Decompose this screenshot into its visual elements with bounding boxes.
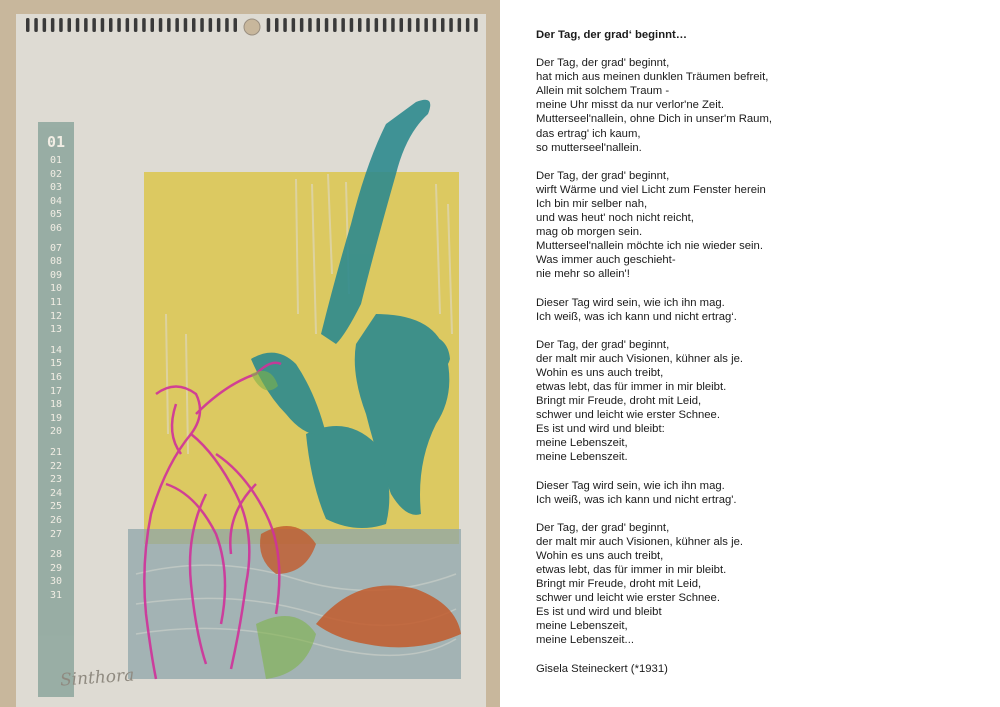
- poem-line: meine Uhr misst da nur verlor'ne Zeit.: [536, 99, 724, 112]
- day-number: 01: [49, 155, 63, 166]
- poem-line: Ich bin mir selber nah,: [536, 197, 648, 210]
- day-number: 05: [49, 209, 63, 221]
- poem-line: Mutterseel'nallein möchte ich nie wieder sein.: [536, 240, 763, 253]
- poem-stanza: [536, 521, 976, 648]
- day-number: 28: [49, 549, 63, 561]
- poem-line: Der Tag, der grad' beginnt,: [536, 169, 670, 182]
- day-number: 26: [49, 515, 63, 526]
- poem-title: Der Tag, der grad‘ beginnt…: [536, 29, 688, 41]
- poem-line: das ertrag' ich kaum,: [536, 127, 641, 140]
- day-number: 19: [49, 412, 63, 424]
- day-number-strip: [38, 122, 74, 697]
- poem-line: nie mehr so allein'!: [536, 268, 630, 281]
- day-number: 11: [49, 297, 63, 308]
- poem-line: Allein mit solchem Traum -: [536, 85, 670, 98]
- poem-line: wirft Wärme und viel Licht zum Fenster herein: [536, 183, 766, 196]
- poem-author: Gisela Steineckert (*1931): [536, 662, 668, 675]
- day-number: 03: [49, 182, 63, 194]
- poem-line: Wohin es uns auch treibt,: [536, 549, 664, 562]
- poem-line: Dieser Tag wird sein, wie ich ihn mag.: [536, 479, 725, 492]
- poem-stanza: [536, 56, 976, 155]
- day-number: 16: [49, 372, 63, 383]
- day-number: 12: [49, 310, 63, 322]
- day-number: 22: [49, 460, 63, 472]
- poem-line: meine Lebenszeit,: [536, 620, 628, 633]
- day-number: 15: [49, 358, 63, 370]
- poem-line: und was heut' noch nicht reicht,: [536, 212, 694, 225]
- poem-line: schwer und leicht wie erster Schnee.: [536, 409, 720, 422]
- calendar-sheet: [16, 14, 486, 707]
- poem-stanzas: [536, 56, 976, 647]
- poem-line: schwer und leicht wie erster Schnee.: [536, 592, 720, 605]
- poem-line: meine Lebenszeit.: [536, 451, 628, 464]
- poem-line: Bringt mir Freude, droht mit Leid,: [536, 578, 702, 591]
- day-number: 25: [49, 501, 63, 513]
- poem-stanza: [536, 296, 976, 324]
- poem-line: Was immer auch geschieht-: [536, 254, 676, 267]
- poem-stanza: [536, 169, 976, 282]
- day-number: 10: [49, 283, 63, 295]
- poem-stanza: [536, 479, 976, 507]
- poem-stanza: [536, 338, 976, 465]
- poem-line: Dieser Tag wird sein, wie ich ihn mag.: [536, 296, 725, 309]
- day-number: 07: [49, 242, 63, 254]
- poem-line: Der Tag, der grad' beginnt,: [536, 338, 670, 351]
- poem-line: etwas lebt, das für immer in mir bleibt.: [536, 564, 727, 576]
- day-number: 14: [49, 344, 63, 356]
- poem-line: etwas lebt, das für immer in mir bleibt.: [536, 380, 727, 393]
- poem-line: meine Lebenszeit...: [536, 634, 634, 647]
- day-number: 17: [49, 385, 63, 397]
- day-number: 27: [49, 528, 63, 540]
- poem-line: hat mich aus meinen dunklen Träumen befreit,: [536, 71, 769, 84]
- day-number: 06: [49, 223, 63, 234]
- day-number: 29: [49, 562, 63, 574]
- poem-line: Der Tag, der grad' beginnt,: [536, 57, 670, 70]
- day-number: 20: [49, 426, 63, 438]
- day-number: 18: [49, 399, 63, 411]
- poem-line: Der Tag, der grad' beginnt,: [536, 521, 670, 534]
- poem-line: Es ist und wird und bleibt:: [536, 423, 665, 436]
- poem-line: der malt mir auch Visionen, kühner als je.: [536, 352, 744, 365]
- day-number: 23: [49, 474, 63, 486]
- poem-line: Wohin es uns auch treibt,: [536, 366, 664, 379]
- day-number: 09: [49, 269, 63, 281]
- poem-line: der malt mir auch Visionen, kühner als je.: [536, 535, 744, 548]
- poem-line: Ich weiß, was ich kann und nicht ertrag'.: [536, 493, 737, 506]
- poem-line: mag ob morgen sein.: [536, 226, 643, 239]
- poem-line: meine Lebenszeit,: [536, 437, 628, 450]
- day-number: 13: [49, 324, 63, 336]
- day-number: 08: [49, 256, 63, 268]
- artist-signature: Sinthora: [59, 665, 135, 691]
- day-number: 24: [49, 487, 63, 499]
- day-number: 30: [49, 576, 63, 588]
- poem-text: [536, 28, 976, 676]
- poem-line: Es ist und wird und bleibt: [536, 606, 662, 619]
- day-number: 21: [49, 447, 63, 458]
- woodcut-print: [16, 14, 486, 707]
- poem-line: so mutterseel'nallein.: [536, 141, 642, 154]
- poem-line: Mutterseel'nallein, ohne Dich in unser'm Raum,: [536, 113, 773, 126]
- month-number: 01: [46, 133, 66, 151]
- day-number: 31: [49, 590, 63, 601]
- day-number: 04: [49, 195, 63, 207]
- poem-line: Ich weiß, was ich kann und nicht ertrag‘.: [536, 310, 737, 323]
- poem-line: Bringt mir Freude, droht mit Leid,: [536, 395, 702, 408]
- day-number: 02: [49, 168, 63, 180]
